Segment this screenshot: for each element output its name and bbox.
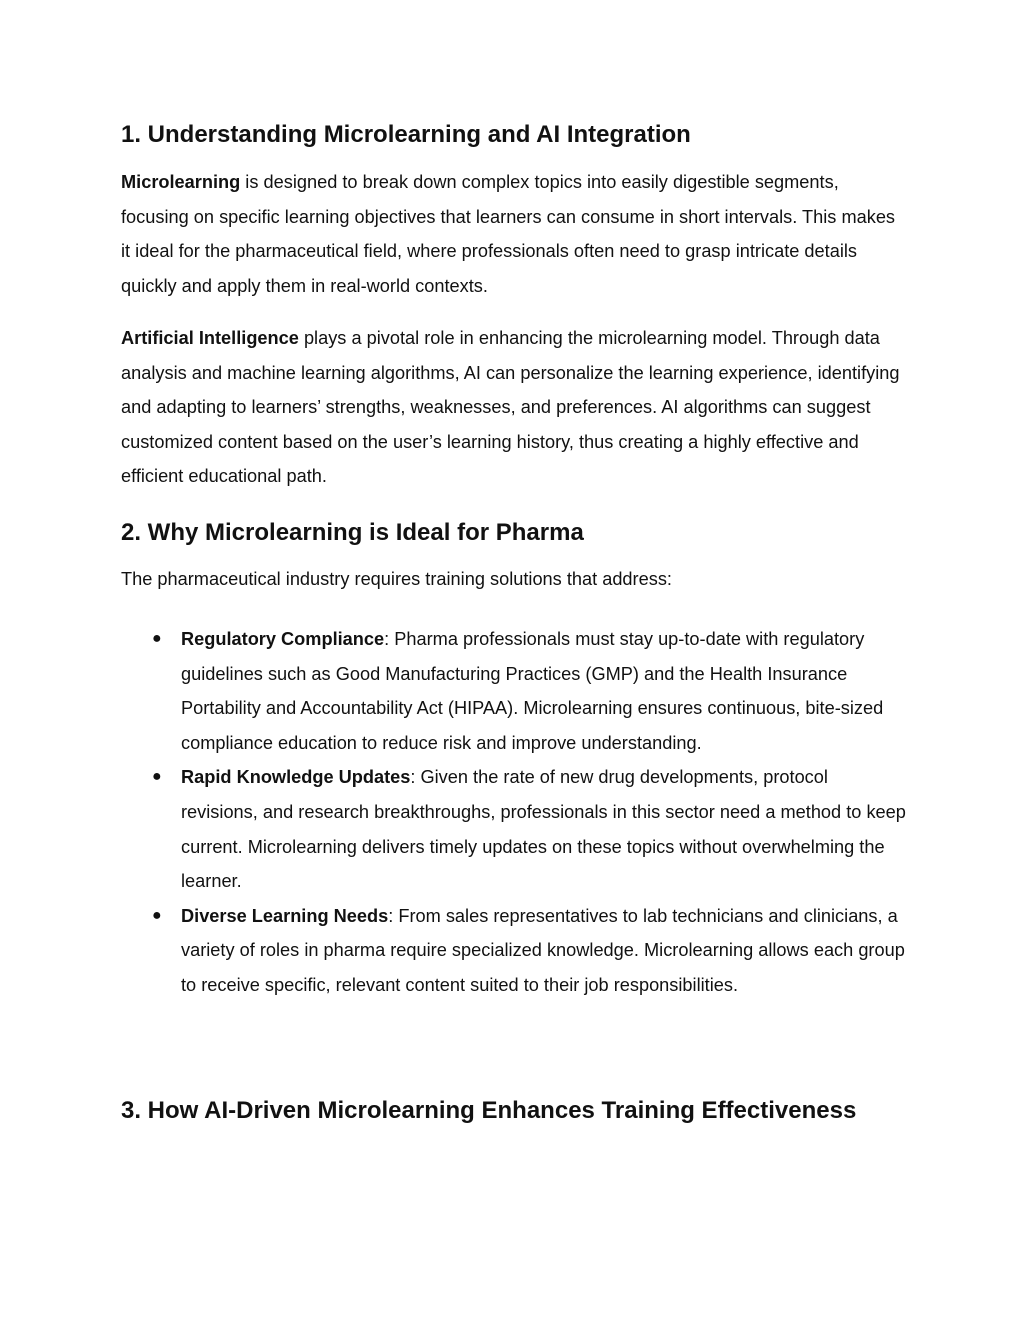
- list-item-text: : Pharma professionals must stay up-to-date with regulatory guidelines such as Good Manufacturing Practices (GMP) and the Health Insurance Portability and Accountability Act (HIPAA). Microlearning ensures continuous, bite-sized compliance education to reduce risk and improve understanding.: [181, 629, 884, 753]
- bullet-icon: ●: [152, 630, 162, 647]
- microlearning-term: Microlearning: [121, 172, 241, 192]
- list-item-rapid-knowledge-updates: [121, 760, 906, 898]
- section-3-heading: 3. How AI-Driven Microlearning Enhances Training Effectiveness: [121, 1097, 857, 1124]
- pharma-needs-list: [121, 622, 906, 1003]
- bullet-icon: ●: [152, 768, 162, 786]
- bullet-icon: ●: [152, 906, 162, 924]
- section-2-intro: The pharmaceutical industry requires training solutions that address:: [121, 569, 672, 589]
- ai-term: Artificial Intelligence: [121, 328, 299, 348]
- list-item-term: Diverse Learning Needs: [181, 905, 389, 926]
- list-item-term: Regulatory Compliance: [181, 629, 385, 649]
- list-item-diverse-learning-needs: [121, 899, 906, 1003]
- microlearning-paragraph: [121, 165, 906, 303]
- list-item-text: : Given the rate of new drug developments, protocol revisions, and research breakthroughs, professionals in this sector need a method to keep current. Microlearning delivers timely updates on these topics without overwhelming the learner.: [181, 767, 906, 892]
- ai-description: plays a pivotal role in enhancing the microlearning model. Through data analysis and machine learning algorithms, AI can personalize the learning experience, identifying and adapting to learners’ strengths, weaknesses, and preferences. AI algorithms can suggest customized content based on the user’s learning history, thus creating a highly effective and efficient educational path.: [121, 328, 900, 487]
- list-item-term: Rapid Knowledge Updates: [181, 767, 411, 788]
- list-item-regulatory-compliance: [121, 622, 906, 760]
- section-1-heading: 1. Understanding Microlearning and AI Integration: [121, 121, 691, 148]
- microlearning-description: is designed to break down complex topics into easily digestible segments, focusing on specific learning objectives that learners can consume in short intervals. This makes it ideal for the pharmaceutical field, where professionals often need to grasp intricate details quickly and apply them in real-world contexts.: [121, 172, 896, 296]
- section-2-heading: 2. Why Microlearning is Ideal for Pharma: [121, 519, 584, 546]
- list-item-text: : From sales representatives to lab technicians and clinicians, a variety of roles in pharma require specialized knowledge. Microlearning allows each group to receive specific, relevant content suited to their job responsibilities.: [181, 905, 905, 995]
- ai-paragraph: [121, 321, 906, 494]
